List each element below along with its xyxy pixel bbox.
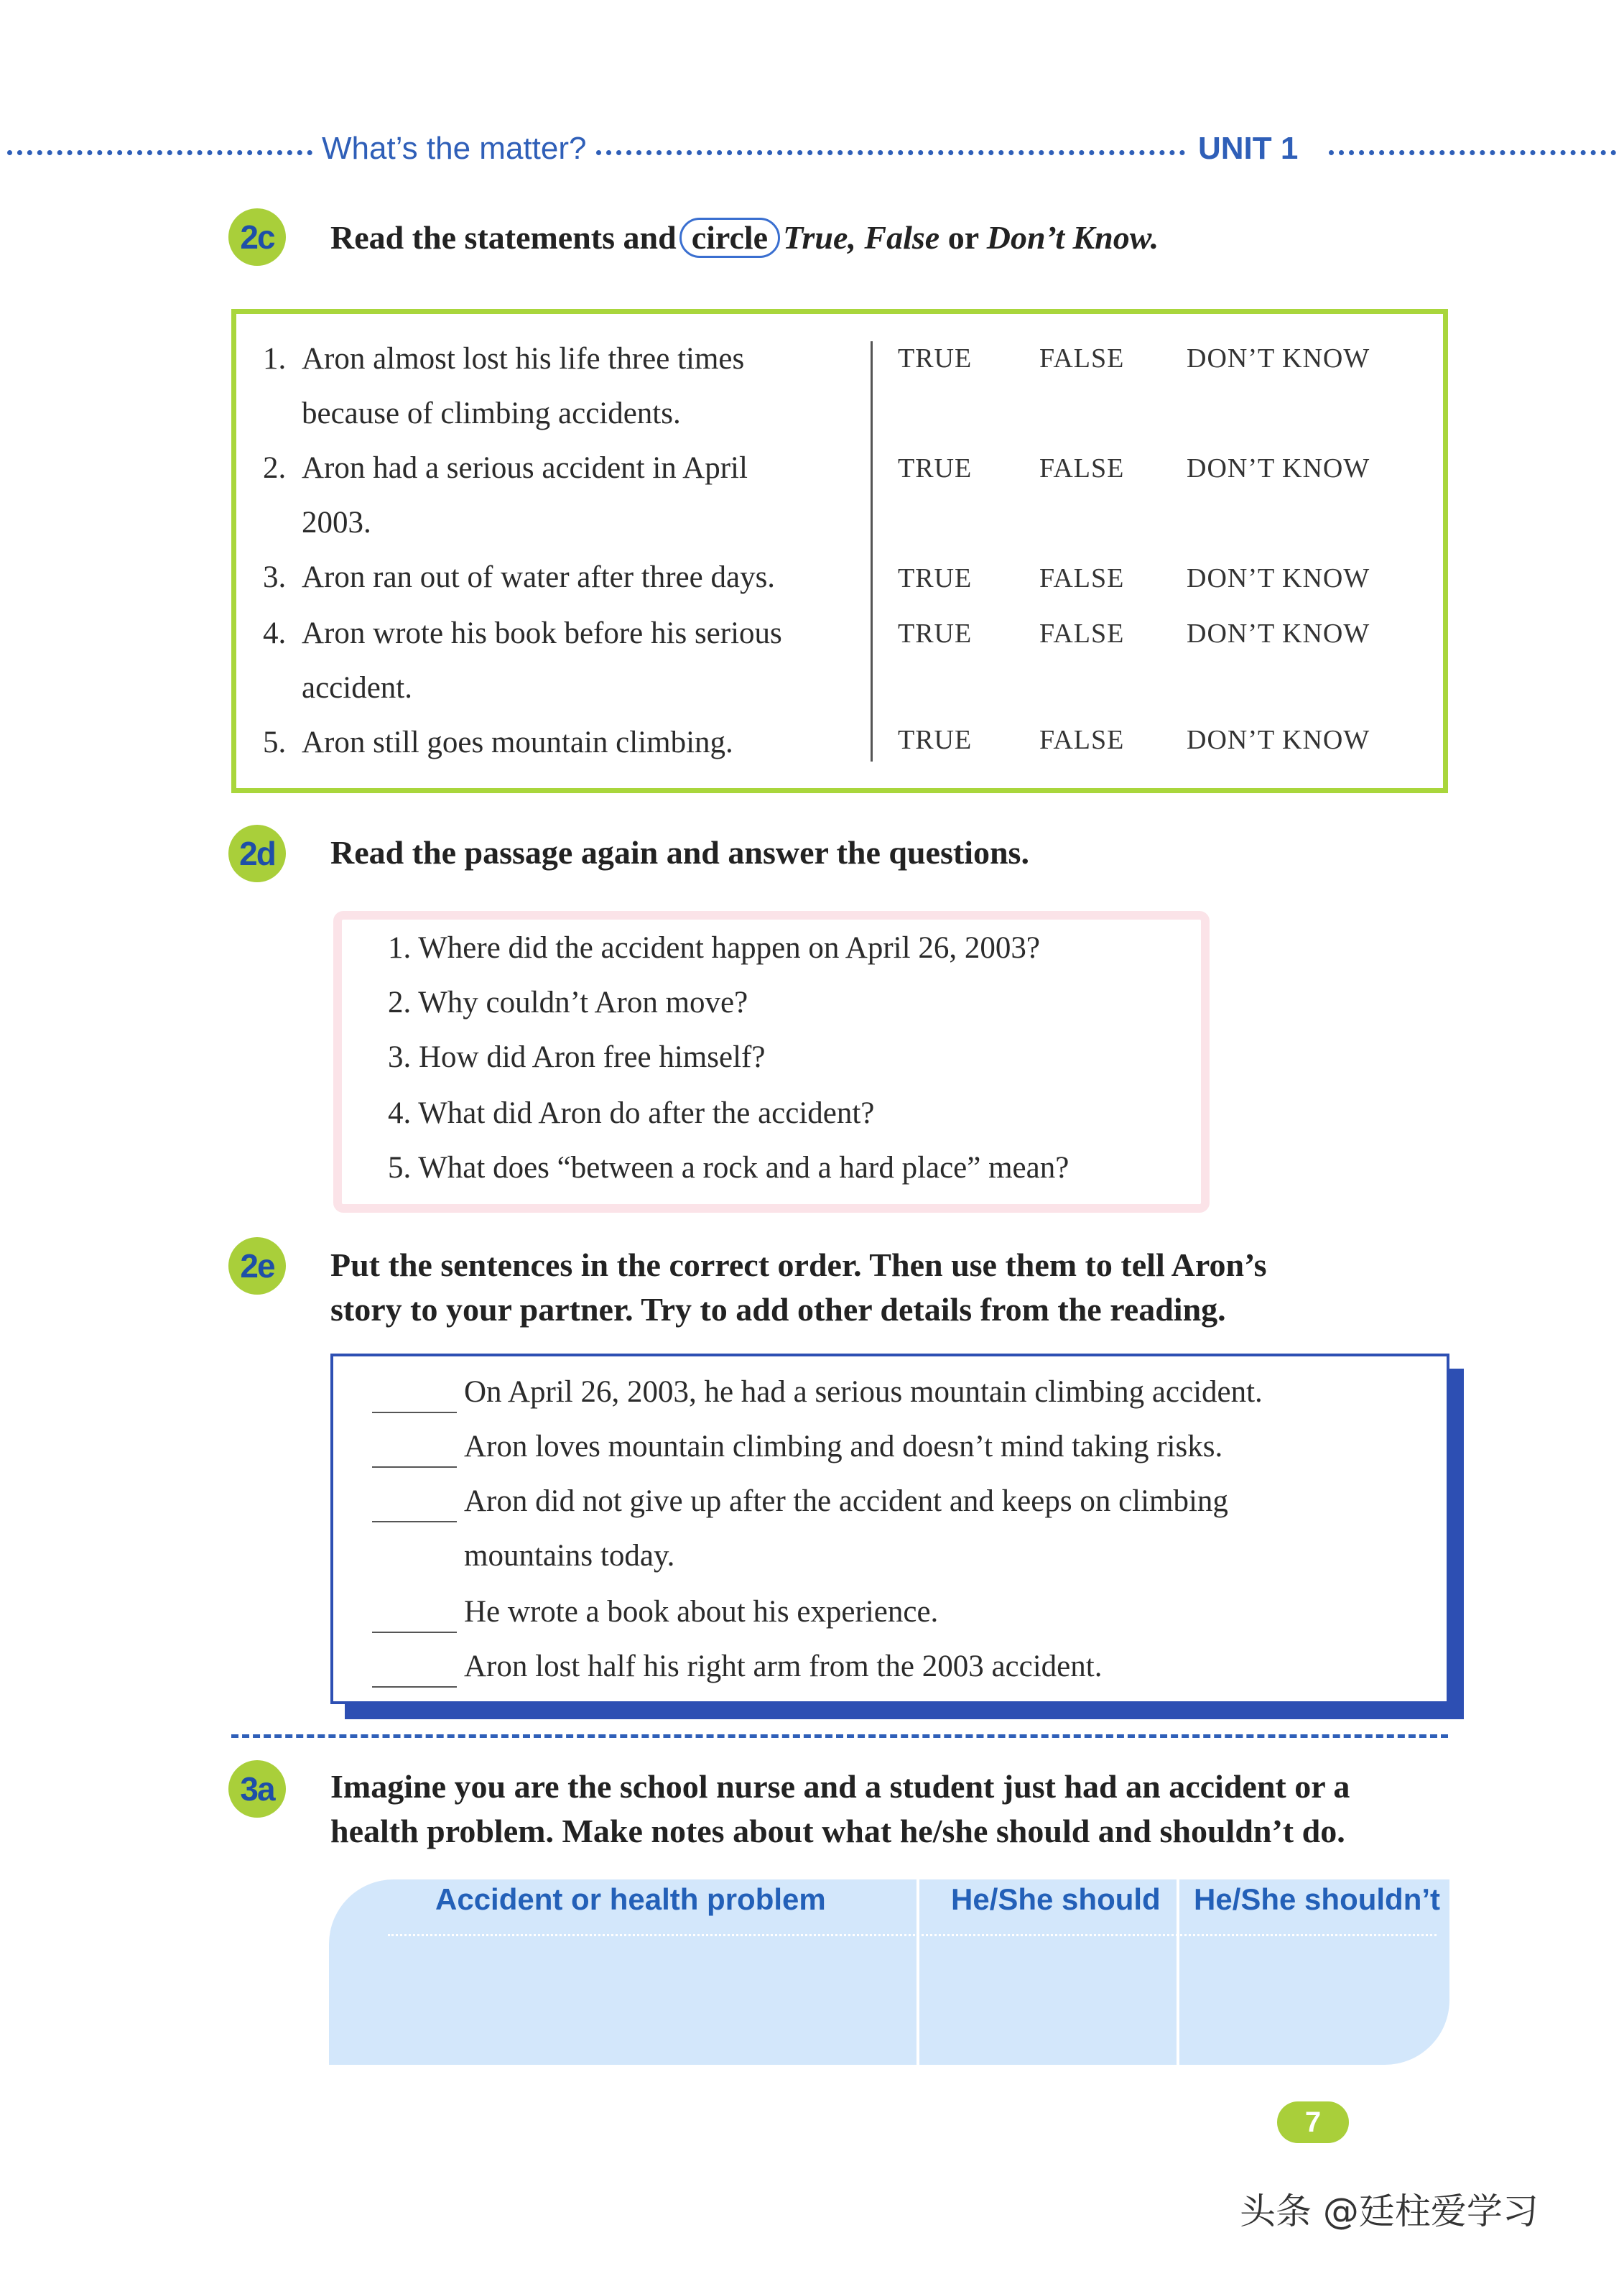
notes-cell-problem[interactable] <box>329 1937 917 2065</box>
notes-cell-shouldnt[interactable] <box>1179 1937 1449 2065</box>
order-blank-5[interactable] <box>372 1686 457 1688</box>
word-dont-know: Don’t Know. <box>986 219 1159 256</box>
sentence-5: Aron lost half his right arm from the 2003 accident. <box>464 1650 1103 1683</box>
option-true-3[interactable]: TRUE <box>898 563 973 593</box>
option-false-2[interactable]: FALSE <box>1039 453 1125 484</box>
unit-label: UNIT 1 <box>1198 131 1299 166</box>
option-true-2[interactable]: TRUE <box>898 453 973 484</box>
page-number: 7 <box>1277 2101 1349 2143</box>
instruction-2c <box>330 216 1159 260</box>
unit-title: What’s the matter? <box>322 131 587 166</box>
sentence-1: On April 26, 2003, he had a serious mountain climbing accident. <box>464 1375 1263 1409</box>
instruction-2e-line1: Put the sentences in the correct order. Then use them to tell Aron’s <box>330 1246 1267 1283</box>
option-dont-know-2[interactable]: DON’T KNOW <box>1187 453 1370 484</box>
option-false-4[interactable]: FALSE <box>1039 619 1125 649</box>
word-or: or <box>947 219 979 256</box>
statements-divider <box>871 341 873 762</box>
question-3: 3. How did Aron free himself? <box>388 1040 766 1074</box>
statement-5-num: 5. <box>263 726 287 759</box>
statement-4-line1: Aron wrote his book before his serious <box>302 616 782 650</box>
question-1: 1. Where did the accident happen on April 26, 2003? <box>388 931 1040 965</box>
statement-4-num: 4. <box>263 616 287 650</box>
option-true-1[interactable]: TRUE <box>898 343 973 374</box>
instruction-2c-pre: Read the statements and <box>330 219 677 256</box>
instruction-3a-line2: health problem. Make notes about what he/she should and shouldn’t do. <box>330 1813 1345 1849</box>
notes-cell-should[interactable] <box>919 1937 1177 2065</box>
word-false: False <box>864 219 940 256</box>
badge-2c: 2c <box>228 208 286 266</box>
statement-2-line1: Aron had a serious accident in April <box>302 451 748 485</box>
watermark-text: 头条 @廷柱爱学习 <box>1240 2191 1539 2232</box>
statement-3-line1: Aron ran out of water after three days. <box>302 560 776 594</box>
order-blank-3[interactable] <box>372 1521 457 1522</box>
question-4: 4. What did Aron do after the accident? <box>388 1096 875 1130</box>
option-false-3[interactable]: FALSE <box>1039 563 1125 593</box>
order-blank-1[interactable] <box>372 1412 457 1413</box>
circle-word: circle <box>679 218 780 258</box>
sentence-3-line2: mountains today. <box>464 1539 675 1573</box>
statement-1-num: 1. <box>263 342 287 376</box>
option-false-1[interactable]: FALSE <box>1039 343 1125 374</box>
statement-1-line1: Aron almost lost his life three times <box>302 342 745 376</box>
badge-2d: 2d <box>228 825 286 882</box>
option-dont-know-5[interactable]: DON’T KNOW <box>1187 725 1370 755</box>
option-true-5[interactable]: TRUE <box>898 725 973 755</box>
sentence-4: He wrote a book about his experience. <box>464 1595 939 1629</box>
question-5: 5. What does “between a rock and a hard place” mean? <box>388 1151 1069 1185</box>
column-header-shouldnt: He/She shouldn’t <box>1194 1882 1441 1916</box>
option-false-5[interactable]: FALSE <box>1039 725 1125 755</box>
option-dont-know-3[interactable]: DON’T KNOW <box>1187 563 1370 593</box>
option-dont-know-4[interactable]: DON’T KNOW <box>1187 619 1370 649</box>
sentence-2: Aron loves mountain climbing and doesn’t mind taking risks. <box>464 1430 1223 1463</box>
word-true: True, <box>783 219 856 256</box>
instruction-3a-line1: Imagine you are the school nurse and a student just had an accident or a <box>330 1768 1350 1805</box>
statement-2-num: 2. <box>263 451 287 485</box>
option-true-4[interactable]: TRUE <box>898 619 973 649</box>
statement-3-num: 3. <box>263 560 287 594</box>
notes-table-header-line <box>388 1934 1437 1936</box>
statement-1-line2: because of climbing accidents. <box>302 397 681 430</box>
instruction-2d: Read the passage again and answer the questions. <box>330 834 1029 871</box>
header-dots-right <box>1329 150 1616 155</box>
section-divider <box>231 1734 1448 1738</box>
order-blank-2[interactable] <box>372 1466 457 1468</box>
sentence-3-line1: Aron did not give up after the accident and keeps on climbing <box>464 1484 1228 1518</box>
statement-4-line2: accident. <box>302 671 412 705</box>
column-header-problem: Accident or health problem <box>435 1882 826 1916</box>
instruction-2e-line2: story to your partner. Try to add other details from the reading. <box>330 1291 1226 1328</box>
header-dots-left <box>7 150 312 155</box>
badge-3a: 3a <box>228 1760 286 1818</box>
statement-2-line2: 2003. <box>302 506 371 540</box>
column-header-should: He/She should <box>951 1882 1161 1916</box>
header-dots-middle <box>596 150 1185 155</box>
order-blank-4[interactable] <box>372 1632 457 1633</box>
badge-2e: 2e <box>228 1237 286 1295</box>
statement-5-line1: Aron still goes mountain climbing. <box>302 726 733 759</box>
question-2: 2. Why couldn’t Aron move? <box>388 986 748 1019</box>
option-dont-know-1[interactable]: DON’T KNOW <box>1187 343 1370 374</box>
